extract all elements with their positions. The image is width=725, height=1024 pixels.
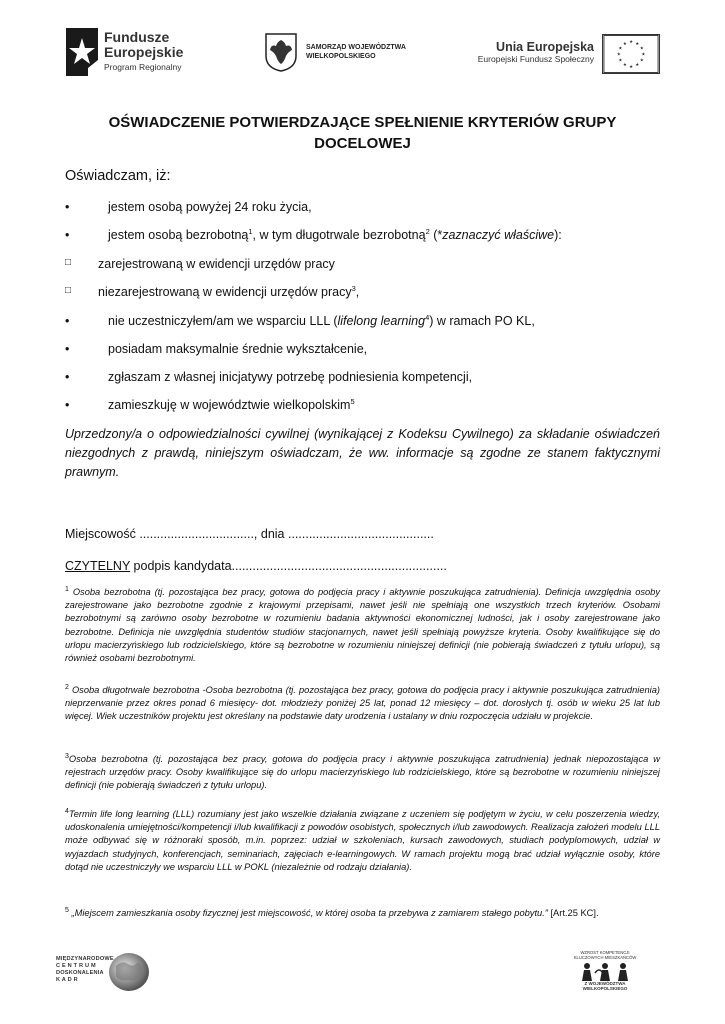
signature-underlined: CZYTELNY [65, 559, 131, 573]
intro-text: Oświadczam, iż: [65, 168, 171, 184]
eu-star-icon: ★ [641, 51, 646, 57]
item-registered-text: zarejestrowaną w ewidencji urzędów pracy [98, 257, 335, 271]
footnote-3 [65, 753, 660, 793]
eu-star-icon: ★ [635, 40, 640, 46]
eu-flag-icon [602, 34, 660, 74]
bullet: • [65, 370, 70, 384]
lll-text-b: ) w ramach PO KL, [429, 314, 535, 328]
ue-logo [470, 34, 660, 76]
title-line2: DOCELOWEJ [314, 135, 411, 152]
eagle-crest-icon [264, 32, 298, 72]
item-age-text: jestem osobą powyżej 24 roku życia, [108, 200, 312, 214]
mcdk-line1: MIĘDZYNARODOWE [56, 956, 114, 962]
eu-star-icon: ★ [616, 51, 621, 57]
mcdk-line2: C E N T R U M [56, 963, 96, 969]
footnote-2-text: Osoba długotrwale bezrobotna -Osoba bezrobotna (tj. pozostająca bez pracy, gotowa do podjęcia pracy i aktywnie poszukująca zatrudnienia) nieprzerwanie przez okres ponad 6 miesięcy- dot. młodzieży poniżej 25 lat, ponad 12 miesięcy – dot. dorosłych tj. osób w wieku 25 lat lub więcej. Wiek uczestników projektu jest określany na podstawie daty urodzenia i ustalany w dniu rozpoczęcia udziału w projekcie. [65, 685, 660, 722]
unemployed-text-a: jestem osobą bezrobotną [108, 228, 249, 242]
footnote-1 [65, 586, 660, 665]
eu-star-icon: ★ [629, 63, 633, 69]
checkbox-registered[interactable]: □ [65, 257, 72, 268]
lll-text-italic: lifelong learning [337, 314, 426, 328]
unemployed-text-c: (* [429, 228, 443, 242]
fe-logo-line1: Fundusze [104, 29, 170, 45]
footnote-4-text: Termin life long learning (LLL) rozumiany jest jako wszelkie działania związane z uczeniem się podjętym w życiu, w celu poszerzenia wiedzy, udoskonalenia umiejętności/kompetencji i/lub kwalifikacji z powodów osobistych, społecznych i/lub zawodowych. Realizacja założeń modelu LLL może odbywać się w różnoraki sposób, m.in. poprzez: udział w szkoleniach, kursach zawodowych, studiach podyplomowych, udział w wyjazdach studyjnych, konferencjach, seminariach, zajęciach e-learningowych. W ramach projektu mogą brać udział wyłącznie osoby, które dotąd nie uczestniczyły we wsparciu LLL w POKL (niezależnie od rodzaju działania). [65, 809, 660, 872]
footnote-4 [65, 808, 660, 874]
eu-star-icon: ★ [618, 57, 623, 63]
item-residence-text: zamieszkuję w województwie wielkopolskim [108, 398, 351, 412]
mcdk-logo [56, 952, 156, 992]
fe-logo-line2: Europejskie [104, 44, 184, 60]
wlkp-logo-line1: SAMORZĄD WOJEWÓDZTWA [306, 44, 406, 51]
footnote-5-normal: [Art.25 KC]. [547, 908, 599, 918]
eu-star-icon: ★ [622, 62, 627, 68]
unemployed-text-italic: zaznaczyć właściwe [442, 228, 555, 242]
bullet: • [65, 314, 70, 328]
fe-logo [66, 28, 196, 78]
eu-star-icon: ★ [629, 39, 633, 45]
title-line1: OŚWIADCZENIE POTWIERDZAJĄCE SPEŁNIENIE KRYTERIÓW GRUPY [108, 114, 617, 131]
footnote-ref-2: 2 [425, 226, 430, 236]
footnote-ref-1: 1 [248, 226, 253, 236]
unemployed-text-d: ): [554, 228, 562, 242]
footnote-1-text: Osoba bezrobotna (tj. pozostająca bez pracy, gotowa do podjęcia pracy i aktywnie poszukująca zatrudnienia). Definicja uwzględnia osoby zarejestrowane jako bezrobotne zgodnie z krajowymi przepisami, nawet jeśli nie spełniają one wszystkich trzech kryteriów. Osobami bezrobotnymi są zarówno osoby bezrobotne w rozumieniu badania aktywności ekonomicznej ludności, jak i osoby zarejestrowane jako bezrobotne. Definicja nie uwzględnia studentów studiów stacjonarnych, nawet jeśli spełniają powyższe kryteria. Osoby kwalifikujące się do urlopu macierzyńskiego lub rodzicielskiego, które są bezrobotne w rozumieniu niniejszej definicji (nie pobierają świadczeń z tytułu urlopu), są również osobami bezrobotnymi. [65, 587, 660, 664]
wk-line2: KLUCZOWYCH MIESZKAŃCÓW [573, 955, 637, 960]
ue-logo-title: Unia Europejska [496, 40, 594, 54]
footnote-ref-4: 4 [425, 312, 430, 322]
wlkp-logo-line2: WIELKOPOLSKIEGO [306, 52, 376, 60]
wk-line4: WIELKOPOLSKIEGO [582, 986, 628, 992]
place-date-line[interactable]: Miejscowość ................................., dnia .......................................... [65, 527, 434, 541]
mcdk-line3: DOSKONALENIA [56, 970, 104, 976]
eu-star-icon: ★ [635, 62, 640, 68]
people-icon [575, 961, 635, 981]
footnote-ref-5: 5 [350, 396, 355, 406]
liability-statement: Uprzedzony/a o odpowiedzialności cywilnej (wynikającej z Kodeksu Cywilnego) za składanie oświadczeń niezgodnych z prawdą, niniejszym oświadczam, że ww. informacje są zgodne ze stanem faktycznymi prawnym. [65, 427, 660, 479]
eu-star-icon: ★ [622, 40, 627, 46]
footnote-4-mark: 4 [65, 807, 69, 815]
signature-line[interactable] [65, 559, 447, 573]
fe-logo-line3: Program Regionalny [104, 62, 182, 72]
item-unregistered-text: niezarejestrowaną w ewidencji urzędów pracy [98, 285, 352, 299]
footnote-5-italic: „Miejscem zamieszkania osoby fizycznej jest miejscowość, w której osoba ta przebywa z zamiarem stałego pobytu.” [68, 908, 548, 918]
eu-star-icon: ★ [639, 57, 644, 63]
fe-star-icon [66, 28, 98, 76]
footnote-2 [65, 684, 660, 724]
document-title [90, 112, 635, 154]
bullet: • [65, 228, 70, 242]
globe-icon [108, 952, 150, 992]
eu-star-icon: ★ [639, 45, 644, 51]
eu-star-icon: ★ [618, 45, 623, 51]
footnote-ref-3: 3 [351, 283, 356, 293]
signature-rest: podpis kandydata.............................................................. [130, 559, 447, 573]
footnote-3-text: Osoba bezrobotna (tj. pozostająca bez pracy, gotowa do podjęcia pracy i aktywnie poszukująca zatrudnienia) jednak niepozostająca w rejestrach urzędów pracy. Osoby kwalifikujące się do urlopu macierzyńskiego lub rodzicielskiego, które są bezrobotne w rozumieniu niniejszej definicji (nie pobierają świadczeń z tytułu urlopu). [65, 754, 660, 791]
item-initiative-text: zgłaszam z własnej inicjatywy potrzebę podniesienia kompetencji, [108, 370, 473, 384]
bullet: • [65, 342, 70, 356]
mcdk-line4: K A D R [56, 977, 78, 983]
bullet: • [65, 200, 70, 214]
item-unregistered-end: , [355, 285, 360, 299]
wk-logo [560, 950, 650, 990]
footnote-1-mark: 1 [65, 585, 69, 593]
checkbox-unregistered[interactable]: □ [65, 285, 72, 296]
footnote-3-mark: 3 [65, 752, 69, 760]
footnote-2-mark: 2 [65, 683, 69, 691]
bullet: • [65, 398, 70, 412]
footnote-5-mark: 5 [65, 906, 69, 914]
lll-text-a: nie uczestniczyłem/am we wsparciu LLL ( [108, 314, 338, 328]
wlkp-logo [264, 32, 424, 72]
ue-logo-subtitle: Europejski Fundusz Społeczny [477, 54, 594, 64]
item-education-text: posiadam maksymalnie średnie wykształcenie, [108, 342, 368, 356]
footnote-5 [65, 907, 660, 920]
wk-line1: WZROST KOMPETENCJI [580, 950, 630, 955]
wk-line3: Z WOJEWÓDZTWA [584, 981, 626, 986]
unemployed-text-b: , w tym długotrwale bezrobotną [252, 228, 426, 242]
